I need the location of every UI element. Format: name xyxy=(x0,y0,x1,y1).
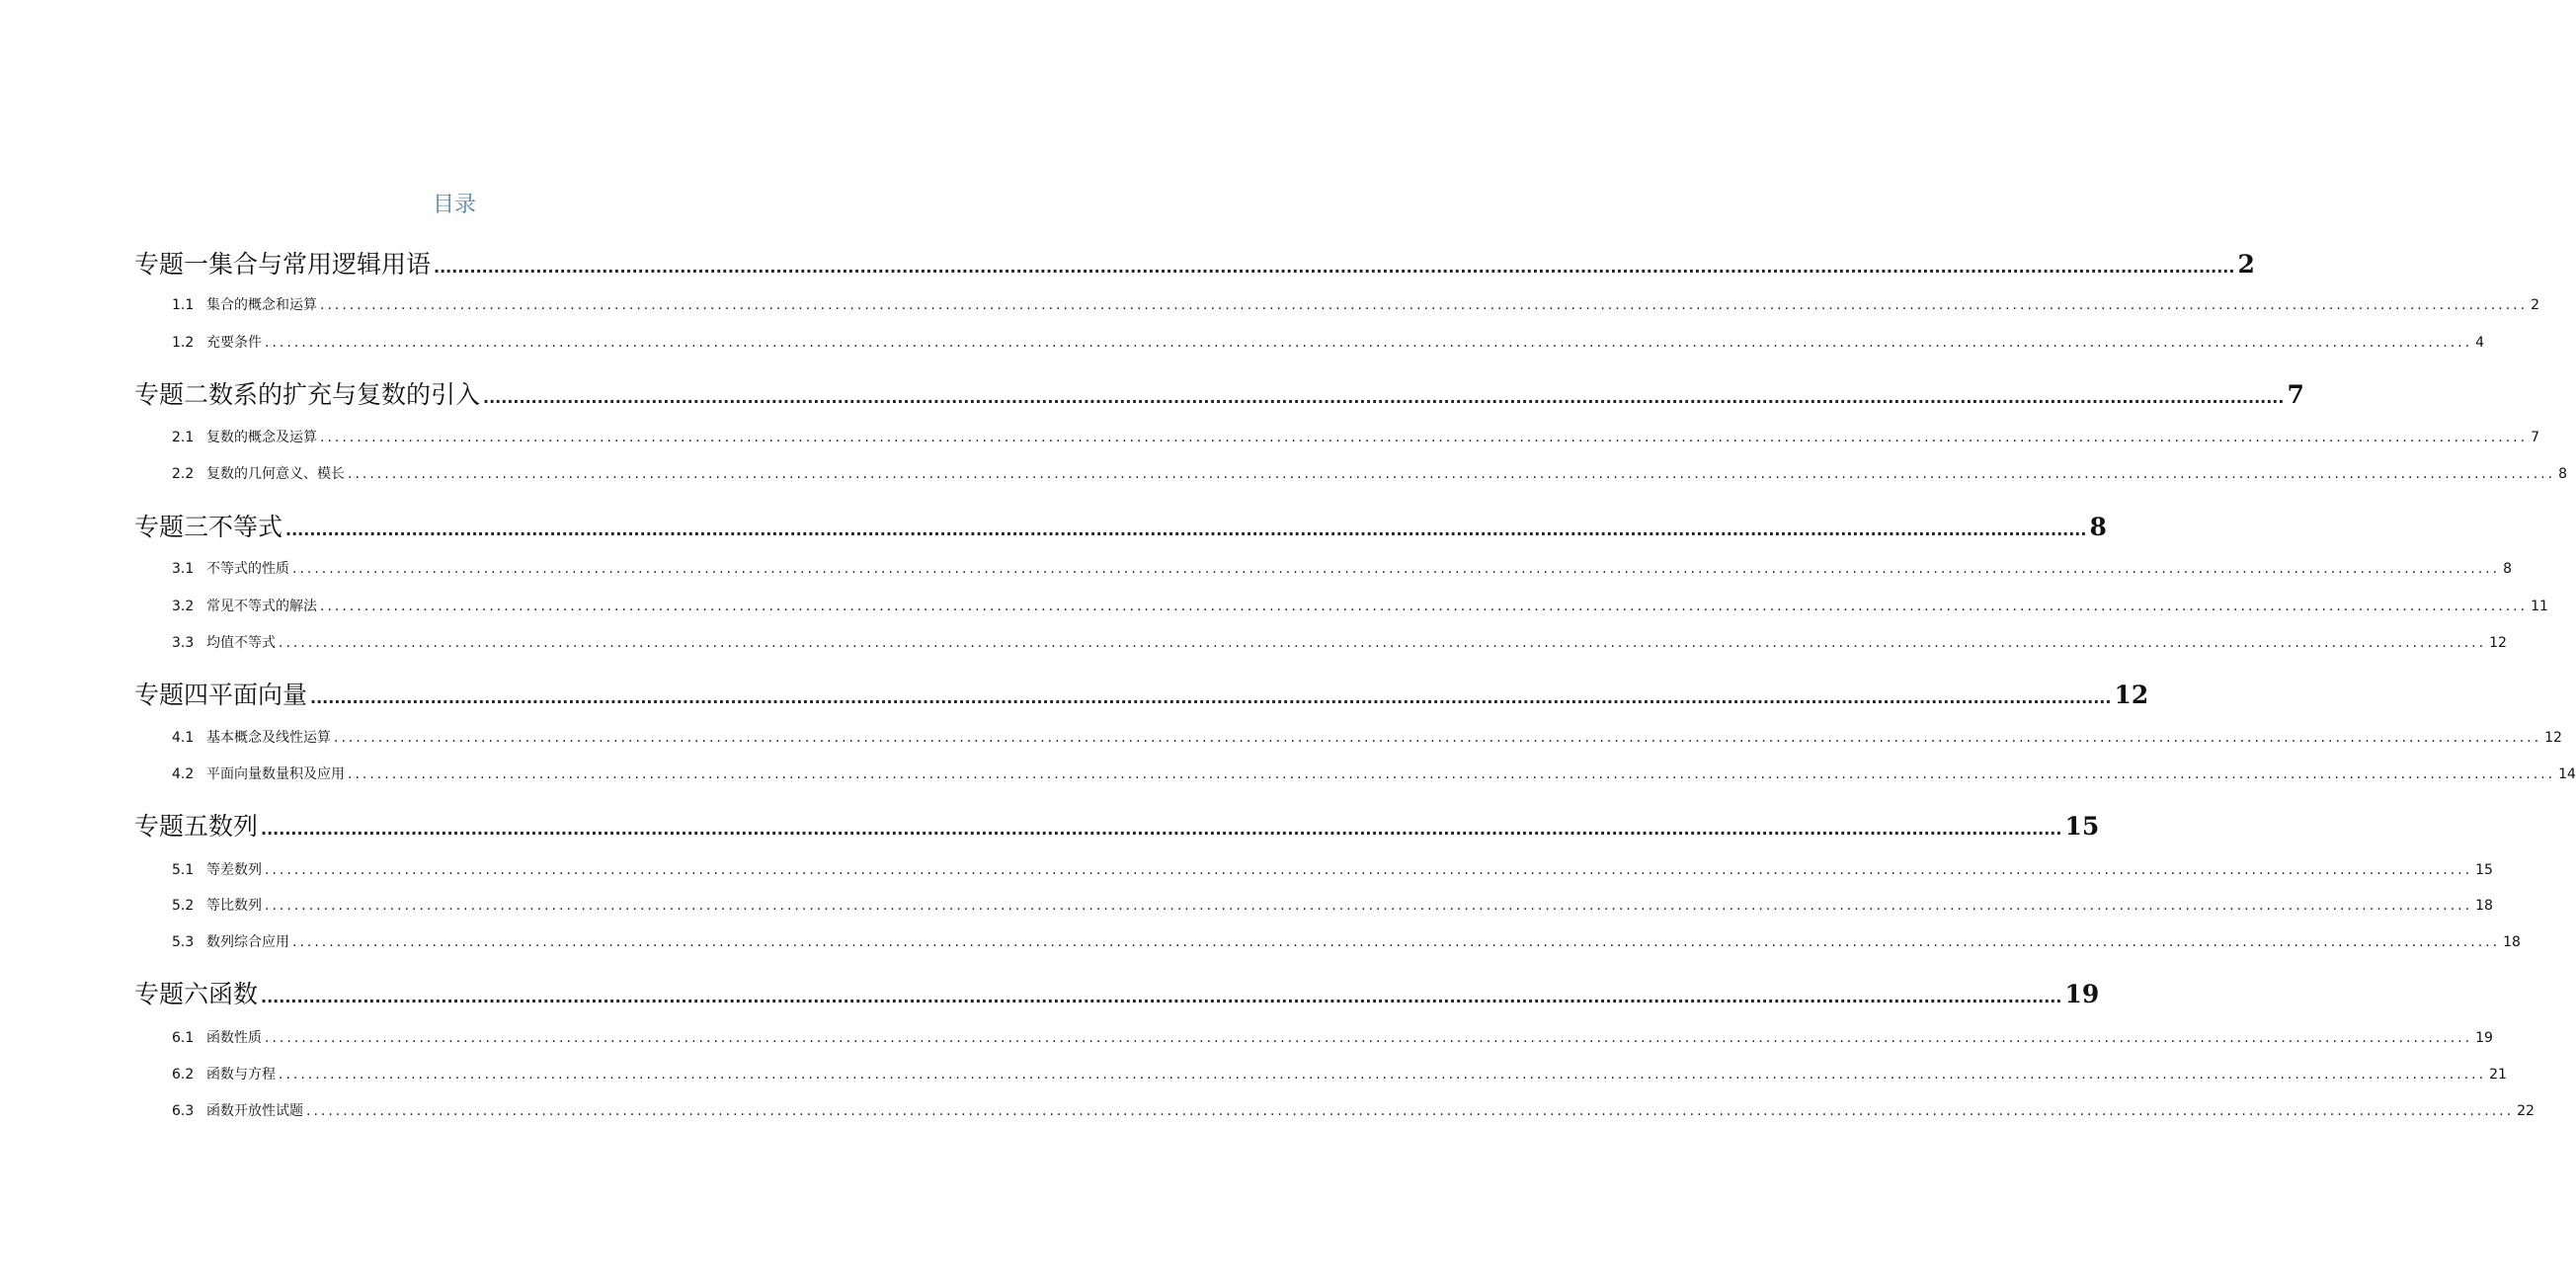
toc-entry-number: 3.2 xyxy=(172,599,195,614)
dot-leader: ............................................................................................................................................................................................................................................................................................................ xyxy=(348,766,2556,782)
toc-section-entry[interactable] xyxy=(172,294,2539,314)
toc-entry-page: 2 xyxy=(2531,297,2539,313)
dot-leader: ............................................................................................................................................................................................................................................................................................................ xyxy=(265,335,2473,351)
toc-entry-number: 5.2 xyxy=(172,898,195,914)
toc-entry-page: 4 xyxy=(2475,335,2484,351)
toc-entry-page: 22 xyxy=(2517,1103,2535,1119)
toc-section-entry[interactable] xyxy=(172,596,2548,615)
dot-leader: ............................................................................................................................................................................................................................................................................................................ xyxy=(434,258,2235,277)
toc-entry-label: 等差数列 xyxy=(206,862,262,878)
toc-section-entry[interactable] xyxy=(172,463,2567,483)
dot-leader: ............................................................................................................................................................................................................................................................................................................ xyxy=(265,898,2473,914)
toc-entry-page: 12 xyxy=(2114,681,2149,709)
toc-entry-label: 专题四平面向量 xyxy=(134,681,308,709)
toc-entry-label: 专题六函数 xyxy=(134,980,259,1008)
toc-chapter-entry[interactable] xyxy=(134,245,2255,281)
toc-chapter-entry[interactable] xyxy=(134,975,2100,1010)
toc-entry-page: 8 xyxy=(2089,513,2107,541)
toc-entry-number: 2.2 xyxy=(172,466,195,482)
dot-leader: ............................................................................................................................................................................................................................................................................................................ xyxy=(334,730,2542,746)
toc-entry-label: 函数开放性试题 xyxy=(206,1103,303,1119)
toc-entry-label: 专题一集合与常用逻辑用语 xyxy=(134,250,432,279)
toc-chapter-entry[interactable] xyxy=(134,807,2100,843)
dot-leader: ............................................................................................................................................................................................................................................................................................................ xyxy=(320,430,2529,445)
toc-section-entry[interactable] xyxy=(172,632,2507,652)
toc-entry-label: 数列综合应用 xyxy=(206,934,289,950)
toc-entry-page: 21 xyxy=(2489,1067,2507,1083)
toc-entry-number: 5.3 xyxy=(172,934,195,950)
toc-entry-label: 基本概念及线性运算 xyxy=(206,730,331,746)
dot-leader: ............................................................................................................................................................................................................................................................................................................ xyxy=(261,820,2062,839)
toc-entry-number: 1.2 xyxy=(172,335,195,351)
toc-entry-page: 8 xyxy=(2558,466,2567,482)
toc-entry-page: 7 xyxy=(2531,430,2539,445)
toc-entry-label: 函数与方程 xyxy=(206,1067,276,1083)
toc-section-entry[interactable] xyxy=(172,558,2512,578)
toc-entry-page: 2 xyxy=(2237,250,2255,279)
toc-entry-label: 均值不等式 xyxy=(206,635,276,651)
dot-leader: ............................................................................................................................................................................................................................................................................................................ xyxy=(265,1030,2473,1046)
toc-entry-page: 12 xyxy=(2489,635,2507,651)
dot-leader: ............................................................................................................................................................................................................................................................................................................ xyxy=(279,635,2487,651)
toc-entry-page: 7 xyxy=(2287,380,2304,409)
toc-section-entry[interactable] xyxy=(172,1064,2507,1084)
toc-section-entry[interactable] xyxy=(172,1027,2493,1047)
dot-leader: ............................................................................................................................................................................................................................................................................................................ xyxy=(265,862,2473,878)
toc-entry-label: 等比数列 xyxy=(206,898,262,914)
toc-entry-number: 6.3 xyxy=(172,1103,195,1119)
dot-leader: ............................................................................................................................................................................................................................................................................................................ xyxy=(285,521,2087,539)
toc-entry-label: 集合的概念和运算 xyxy=(206,297,317,313)
toc-entry-page: 15 xyxy=(2064,812,2100,841)
toc-entry-label: 充要条件 xyxy=(206,335,262,351)
toc-entry-number: 3.3 xyxy=(172,635,195,651)
toc-section-entry[interactable] xyxy=(172,931,2521,951)
toc-section-entry[interactable] xyxy=(172,895,2493,915)
toc-entry-number: 4.1 xyxy=(172,730,195,746)
toc-entry-page: 8 xyxy=(2503,561,2512,577)
toc-chapter-entry[interactable] xyxy=(134,676,2149,711)
toc-entry-number: 6.2 xyxy=(172,1067,195,1083)
dot-leader: ............................................................................................................................................................................................................................................................................................................ xyxy=(483,388,2285,407)
dot-leader: ............................................................................................................................................................................................................................................................................................................ xyxy=(292,934,2501,950)
dot-leader: ............................................................................................................................................................................................................................................................................................................ xyxy=(292,561,2501,577)
dot-leader: ............................................................................................................................................................................................................................................................................................................ xyxy=(310,688,2112,707)
toc-entry-label: 不等式的性质 xyxy=(206,561,289,577)
toc-entry-label: 常见不等式的解法 xyxy=(206,599,317,614)
toc-entry-number: 3.1 xyxy=(172,561,195,577)
toc-entry-number: 1.1 xyxy=(172,297,195,313)
toc-entry-page: 14 xyxy=(2558,766,2576,782)
toc-entry-label: 专题五数列 xyxy=(134,812,259,841)
toc-chapter-entry[interactable] xyxy=(134,508,2107,543)
toc-entry-page: 11 xyxy=(2531,599,2548,614)
toc-chapter-entry[interactable] xyxy=(134,375,2304,411)
toc-entry-label: 平面向量数量积及应用 xyxy=(206,766,345,782)
toc-entry-label: 复数的概念及运算 xyxy=(206,430,317,445)
dot-leader: ............................................................................................................................................................................................................................................................................................................ xyxy=(279,1067,2487,1083)
toc-entry-label: 专题三不等式 xyxy=(134,513,283,541)
dot-leader: ............................................................................................................................................................................................................................................................................................................ xyxy=(320,599,2529,614)
toc-section-entry[interactable] xyxy=(172,859,2493,879)
toc-entry-number: 5.1 xyxy=(172,862,195,878)
toc-entry-label: 专题二数系的扩充与复数的引入 xyxy=(134,380,481,409)
dot-leader: ............................................................................................................................................................................................................................................................................................................ xyxy=(348,466,2556,482)
dot-leader: ............................................................................................................................................................................................................................................................................................................ xyxy=(306,1103,2515,1119)
toc-entry-page: 18 xyxy=(2475,898,2493,914)
dot-leader: ............................................................................................................................................................................................................................................................................................................ xyxy=(261,988,2062,1006)
dot-leader: ............................................................................................................................................................................................................................................................................................................ xyxy=(320,297,2529,313)
toc-entry-number: 4.2 xyxy=(172,766,195,782)
toc-section-entry[interactable] xyxy=(172,727,2562,747)
toc-entry-page: 12 xyxy=(2544,730,2562,746)
toc-section-entry[interactable] xyxy=(172,763,2576,783)
toc-section-entry[interactable] xyxy=(172,427,2539,446)
toc-entry-number: 6.1 xyxy=(172,1030,195,1046)
toc-entry-page: 15 xyxy=(2475,862,2493,878)
toc-entry-page: 19 xyxy=(2475,1030,2493,1046)
toc-entry-label: 复数的几何意义、模长 xyxy=(206,466,345,482)
toc-title: 目录 xyxy=(432,193,476,217)
toc-entry-label: 函数性质 xyxy=(206,1030,262,1046)
toc-entry-page: 18 xyxy=(2503,934,2521,950)
toc-section-entry[interactable] xyxy=(172,332,2484,352)
toc-entry-number: 2.1 xyxy=(172,430,195,445)
toc-entry-page: 19 xyxy=(2064,980,2100,1008)
toc-section-entry[interactable] xyxy=(172,1100,2535,1120)
